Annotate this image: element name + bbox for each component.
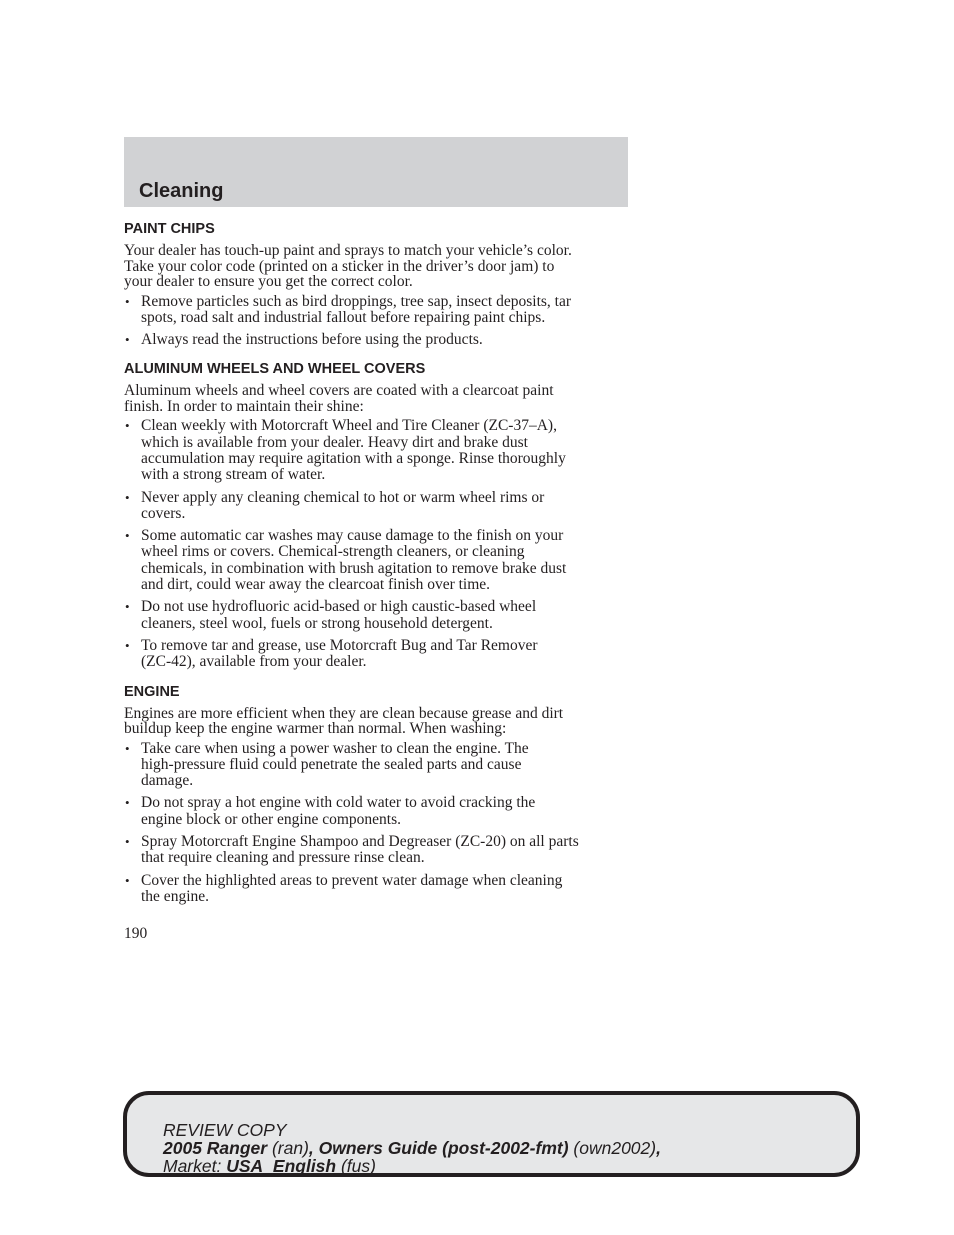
paragraph-line: Aluminum wheels and wheel covers are coated with a clearcoat paint xyxy=(124,382,554,400)
guide-code: (own2002) xyxy=(568,1138,657,1158)
list-item xyxy=(124,795,628,828)
list-item-line: Do not use hydrofluoric acid-based or high caustic-based wheel xyxy=(141,598,537,616)
review-copy-market-line xyxy=(163,1157,661,1175)
list-item xyxy=(124,638,628,671)
list-item-line: and dirt, could wear away the clearcoat finish over time. xyxy=(141,576,491,594)
page-content xyxy=(124,220,628,911)
guide-name: Owners Guide (post-2002-fmt) xyxy=(318,1138,569,1158)
list-item-line: Do not spray a hot engine with cold water to avoid cracking the xyxy=(141,794,536,812)
paragraph-line: Your dealer has touch-up paint and sprays to match your vehicle’s color. xyxy=(124,242,572,259)
list-item-line: To remove tar and grease, use Motorcraft Bug and Tar Remover xyxy=(141,636,538,654)
section-heading: ALUMINUM WHEELS AND WHEEL COVERS xyxy=(124,361,426,378)
paragraph-line: Engines are more efficient when they are clean because grease and dirt xyxy=(124,704,564,722)
market-name: USA_English xyxy=(226,1156,337,1176)
review-copy-guide-line xyxy=(163,1139,661,1157)
list-item xyxy=(124,873,628,906)
market-code: (fus) xyxy=(336,1156,376,1176)
list-item xyxy=(124,490,628,523)
bullet-icon: • xyxy=(125,418,130,434)
list-item-line: chemicals, in combination with brush agitation to remove brake dust xyxy=(141,559,567,577)
list-item-line: Some automatic car washes may cause damage to the finish on your xyxy=(141,527,564,545)
review-copy-label: REVIEW COPY xyxy=(163,1120,287,1140)
bullet-icon: • xyxy=(125,795,130,811)
list-item-line: with a strong stream of water. xyxy=(141,466,326,484)
bullet-icon: • xyxy=(125,489,130,505)
list-item-line: Remove particles such as bird droppings, tree sap, insect deposits, tar xyxy=(141,292,572,310)
list-item xyxy=(124,599,628,632)
section-paint-chips xyxy=(124,220,628,348)
paragraph-line: finish. In order to maintain their shine: xyxy=(124,397,364,415)
list-item-line: Always read the instructions before using the products. xyxy=(141,331,483,349)
list-item-line: Clean weekly with Motorcraft Wheel and Tire Cleaner (ZC-37–A), xyxy=(141,417,557,435)
list-item-line: (ZC-42), available from your dealer. xyxy=(141,653,367,671)
list-item xyxy=(124,418,628,483)
bullet-list xyxy=(124,741,628,906)
list-item-line: Never apply any cleaning chemical to hot or warm wheel rims or xyxy=(141,488,545,506)
separator: , xyxy=(308,1138,319,1158)
market-label: Market: xyxy=(163,1156,227,1176)
list-item-line: damage. xyxy=(141,772,194,790)
section-aluminum-wheels xyxy=(124,360,628,670)
separator: , xyxy=(656,1138,661,1158)
section-engine xyxy=(124,683,628,906)
bullet-icon: • xyxy=(125,834,130,850)
bullet-icon: • xyxy=(125,740,130,756)
bullet-icon: • xyxy=(125,637,130,653)
section-heading: ENGINE xyxy=(124,683,180,700)
list-item-line: Spray Motorcraft Engine Shampoo and Degreaser (ZC-20) on all parts xyxy=(141,833,579,851)
page-title: Cleaning xyxy=(139,180,224,202)
model-code: (ran) xyxy=(267,1138,309,1158)
list-item-line: engine block or other engine components. xyxy=(141,810,401,828)
list-item-line: spots, road salt and industrial fallout before repairing paint chips. xyxy=(141,308,546,326)
list-item-line: cleaners, steel wool, fuels or strong household detergent. xyxy=(141,614,493,632)
list-item xyxy=(124,332,628,348)
paragraph-line: Take your color code (printed on a sticker in the driver’s door jam) to xyxy=(124,257,555,275)
section-paragraph xyxy=(124,383,628,414)
bullet-list xyxy=(124,418,628,670)
review-copy-box xyxy=(123,1091,860,1177)
list-item xyxy=(124,528,628,593)
bullet-icon: • xyxy=(125,293,130,309)
list-item xyxy=(124,834,628,867)
list-item xyxy=(124,294,628,327)
list-item-line: high-pressure fluid could penetrate the sealed parts and cause xyxy=(141,755,522,773)
model-name: 2005 Ranger xyxy=(163,1138,268,1158)
section-heading: PAINT CHIPS xyxy=(124,221,215,237)
list-item-line: the engine. xyxy=(141,887,210,905)
bullet-icon: • xyxy=(125,872,130,888)
paragraph-line: your dealer to ensure you get the correct color. xyxy=(124,273,413,290)
section-paragraph xyxy=(124,706,628,737)
section-header-band xyxy=(124,137,628,207)
bullet-icon: • xyxy=(125,599,130,615)
list-item xyxy=(124,741,628,790)
list-item-line: which is available from your dealer. Heavy dirt and brake dust xyxy=(141,433,528,451)
list-item-line: wheel rims or covers. Chemical-strength cleaners, or cleaning xyxy=(141,543,525,561)
list-item-line: that require cleaning and pressure rinse clean. xyxy=(141,849,425,867)
section-paragraph xyxy=(124,243,628,290)
list-item-line: covers. xyxy=(141,504,186,522)
paragraph-line: buildup keep the engine warmer than normal. When washing: xyxy=(124,720,507,738)
list-item-line: accumulation may require agitation with a sponge. Rinse thoroughly xyxy=(141,449,566,467)
bullet-icon: • xyxy=(125,332,130,348)
bullet-list xyxy=(124,294,628,349)
list-item-line: Take care when using a power washer to clean the engine. The xyxy=(141,739,529,757)
bullet-icon: • xyxy=(125,528,130,544)
page-number: 190 xyxy=(124,925,148,942)
review-copy-text xyxy=(163,1121,661,1175)
list-item-line: Cover the highlighted areas to prevent water damage when cleaning xyxy=(141,871,563,889)
